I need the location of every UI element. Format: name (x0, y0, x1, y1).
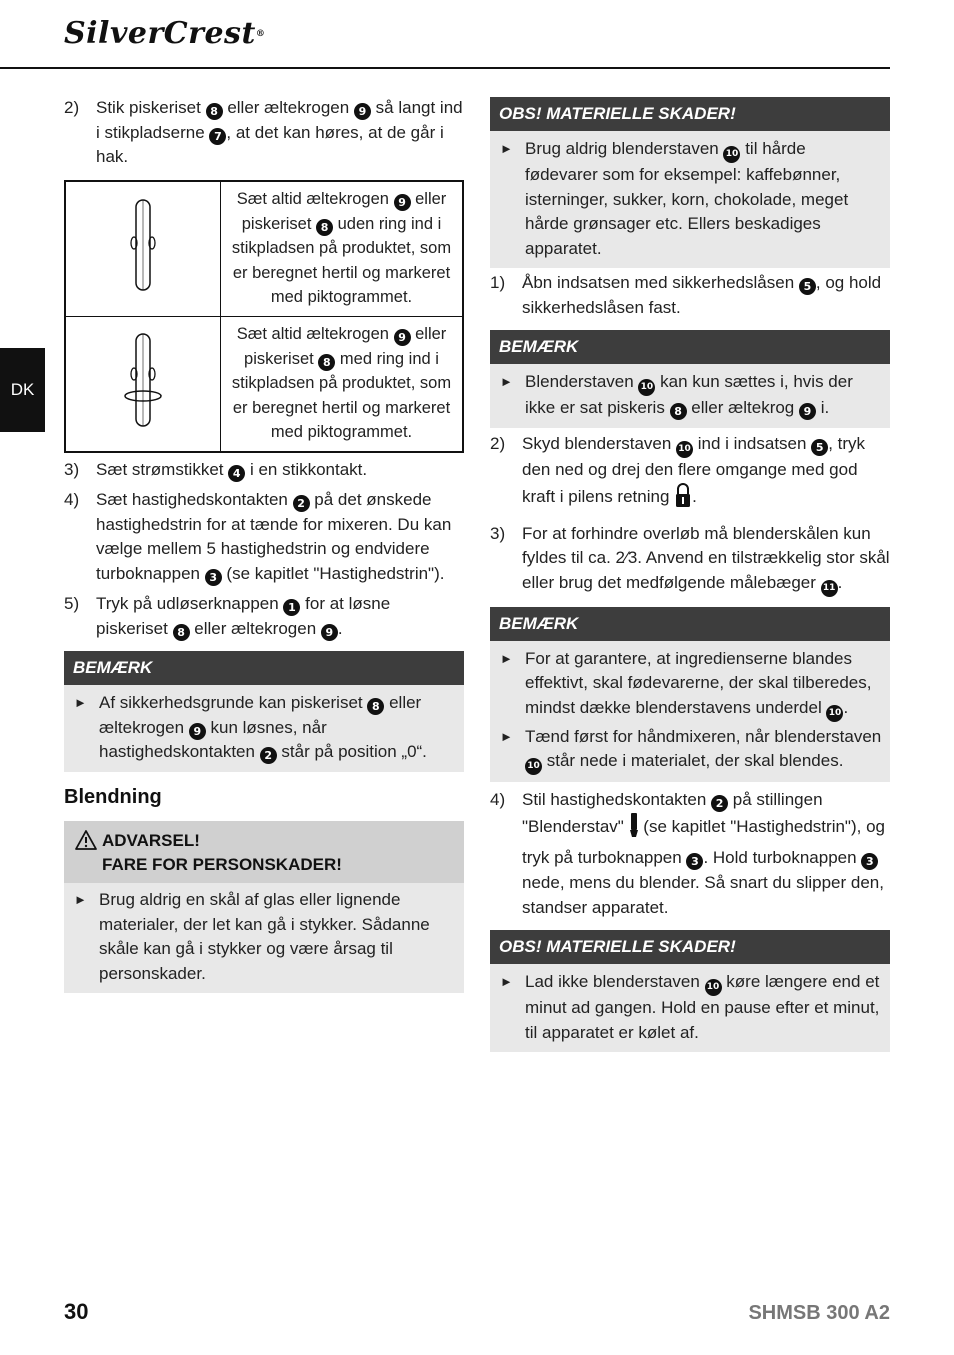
list-item: ► Brug aldrig en skål af glas eller lignende materialer, der let kan gå i stykker. Sådanne skåle kan gå i stykker og være årsag til personskader. (74, 888, 456, 986)
arrow-bullet-icon: ► (74, 892, 87, 907)
page-number: 30 (64, 1299, 89, 1324)
callout-2: 2 (711, 795, 728, 812)
step-2-left: 2) Stik piskeriset 8 eller æltekrogen 9 så langt ind i stikpladserne 7 , at det kan høres, at de går i hak. (64, 98, 463, 166)
obs-box-1 (490, 97, 890, 268)
obs-title: OBS! MATERIELLE SKADER! (490, 97, 890, 131)
callout-9: 9 (189, 723, 206, 740)
note-box-3 (490, 607, 890, 783)
list-item: ► Tænd først for håndmixeren, når blenderstaven 10 står nede i materialet, der skal blendes. (500, 725, 882, 776)
arrow-bullet-icon: ► (500, 650, 513, 666)
language-tab: DK (0, 348, 45, 432)
list-item: ► Brug aldrig blenderstaven 10 til hårde fødevarer som for eksempel: kaffebønner, isterninger, sukker, korn, chokolade, meget hårde grønsager etc. Ellers beskadiges apparatet. (500, 137, 882, 261)
section-title: Blendning (64, 785, 162, 808)
pictogram-table (64, 180, 464, 453)
callout-3: 3 (861, 853, 878, 870)
callout-10: 10 (705, 979, 722, 996)
callout-10: 10 (676, 441, 693, 458)
whisk-no-ring-icon (65, 181, 221, 317)
callout-3: 3 (205, 569, 222, 586)
arrow-bullet-icon: ► (500, 974, 513, 989)
table-row: Sæt altid æltekrogen 9 eller piskeriset 8 med ring ind i stikpladsen på produktet, som er beregnet hertil og markeret med piktogrammet. (65, 316, 463, 452)
note-title: BEMÆRK (490, 330, 890, 364)
callout-8: 8 (367, 698, 384, 715)
warning-box (64, 821, 464, 993)
callout-3: 3 (686, 853, 703, 870)
model-number: SHMSB 300 A2 (748, 1302, 890, 1324)
blender-stick-icon (629, 812, 639, 845)
step-5-left: 5) Tryk på udløserknappen 1 for at løsne piskeriset 8 eller æltekrogen 9 . (64, 594, 391, 639)
callout-9: 9 (321, 624, 338, 641)
arrow-bullet-icon: ► (74, 695, 87, 710)
obs-box-2 (490, 930, 890, 1052)
callout-5: 5 (811, 439, 828, 456)
callout-1: 1 (283, 599, 300, 616)
callout-9: 9 (354, 103, 371, 120)
callout-8: 8 (173, 624, 190, 641)
step-3-right: 3) For at forhindre overløb må blenderskålen kun fyldes til ca. 2⁄3. Anvend en tilstrækkelig stor skål eller brug det medfølgende målebæger 11 . (490, 522, 890, 597)
arrow-bullet-icon: ► (500, 728, 513, 744)
step-3-left: 3) Sæt strømstikket 4 i en stikkontakt. (64, 459, 368, 480)
table-row: Sæt altid æltekrogen 9 eller piskeriset 8 uden ring ind i stikpladsen på produktet, som er beregnet hertil og markeret med piktogrammet. (65, 181, 463, 317)
callout-2: 2 (293, 495, 310, 512)
obs-title: OBS! MATERIELLE SKADER! (490, 930, 890, 964)
callout-4: 4 (228, 465, 245, 482)
callout-2: 2 (260, 747, 277, 764)
padlock-icon (674, 482, 692, 516)
note-box-1 (64, 651, 464, 772)
callout-9: 9 (394, 329, 411, 346)
warning-triangle-icon (74, 829, 102, 877)
callout-10: 10 (826, 705, 843, 722)
list-item: ► Blenderstaven 10 kan kun sættes i, hvis der ikke er sat piskeris 8 eller æltekrog 9 i. (500, 370, 882, 421)
right-column (490, 97, 890, 1052)
callout-8: 8 (318, 354, 335, 371)
warning-title: ADVARSEL! (102, 831, 200, 850)
step-4-right: 4) Stil hastighedskontakten 2 på stillingen "Blenderstav" (se kapitlet "Hastighedstrin"), og tryk på turboknappen 3 . Hold turboknappen 3 nede, mens du blender. Så snart du slipper den, standser apparatet. (490, 790, 885, 917)
whisk-with-ring-icon (65, 316, 221, 452)
callout-8: 8 (206, 103, 223, 120)
step-2-right: 2) Skyd blenderstaven 10 ind i indsatsen 5 , tryk den ned og drej den flere omgange med god kraft i pilens retning . (490, 432, 890, 516)
list-item: ► For at garantere, at ingredienserne blandes effektivt, skal fødevarerne, der skal tilberedes, mindst dække blenderstavens underdel 10 . (500, 647, 882, 722)
warning-subtitle: FARE FOR PERSONSKADER! (102, 855, 342, 874)
callout-8: 8 (316, 219, 333, 236)
left-column (64, 96, 464, 993)
list-item: ► Lad ikke blenderstaven 10 køre længere end et minut ad gangen. Hold en pause efter et minut, til apparatet er kølet af. (500, 970, 882, 1045)
callout-9: 9 (799, 403, 816, 420)
callout-5: 5 (799, 278, 816, 295)
arrow-bullet-icon: ► (500, 141, 513, 156)
note-box-2 (490, 330, 890, 428)
list-item: ► Af sikkerhedsgrunde kan piskeriset 8 eller æltekrogen 9 kun løsnes, når hastighedskontakten 2 står på position „0“. (74, 691, 456, 765)
step-1-right: 1) Åbn indsatsen med sikkerhedslåsen 5 , og hold sikkerhedslåsen fast. (490, 273, 882, 317)
callout-7: 7 (209, 128, 226, 145)
note-title: BEMÆRK (64, 651, 464, 685)
note-title: BEMÆRK (490, 607, 890, 641)
callout-8: 8 (670, 403, 687, 420)
header-rule (0, 67, 890, 69)
callout-11: 11 (821, 580, 838, 597)
step-4-left: 4) Sæt hastighedskontakten 2 på det ønskede hastighedstrin for at tænde for mixeren. Du kan vælge mellem 5 hastighedstrin og endvidere turboknappen 3 (se kapitlet "Hastighedstrin"). (64, 490, 452, 584)
callout-10: 10 (723, 146, 740, 163)
callout-10: 10 (638, 379, 655, 396)
brand-logo: SilverCrest® (64, 16, 266, 51)
callout-9: 9 (394, 194, 411, 211)
callout-10: 10 (525, 758, 542, 775)
arrow-bullet-icon: ► (500, 374, 513, 389)
